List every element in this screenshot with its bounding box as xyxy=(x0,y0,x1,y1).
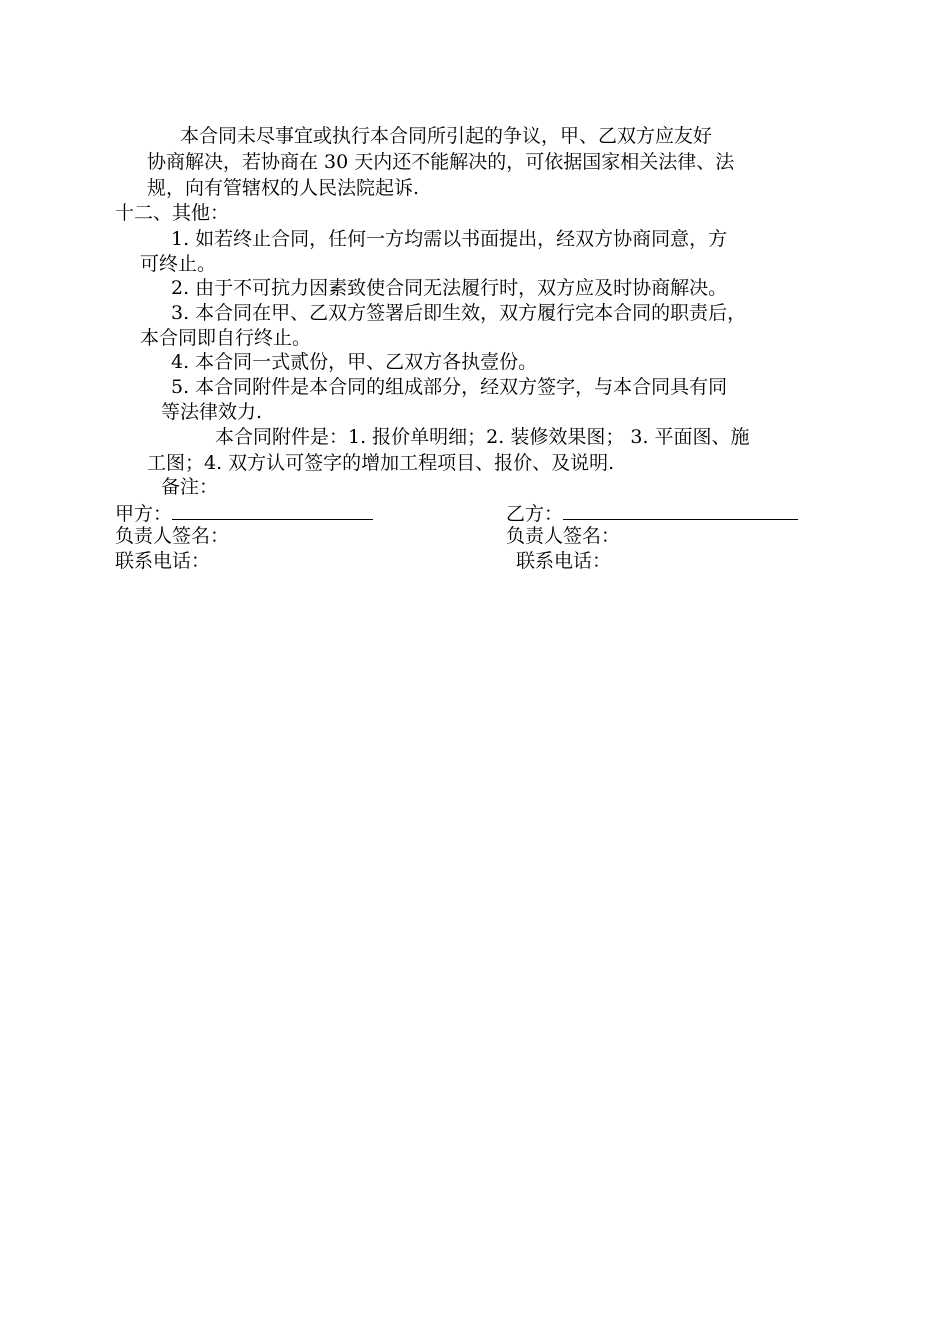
dispute-line-1: 本合同未尽事宜或执行本合同所引起的争议，甲、乙双方应友好 xyxy=(180,125,713,147)
clause-4: 4. 本合同一式贰份，甲、乙双方各执壹份。 xyxy=(171,351,538,373)
party-b-signature-line[interactable] xyxy=(563,501,798,520)
clause-3-line-1: 3. 本合同在甲、乙双方签署后即生效，双方履行完本合同的职责后， xyxy=(171,302,747,324)
party-a-phone-label: 联系电话： xyxy=(115,550,211,572)
section-12-heading: 十二、其他： xyxy=(115,202,230,224)
clause-2: 2. 由于不可抗力因素致使合同无法履行时，双方应及时协商解决。 xyxy=(171,277,728,299)
party-b-signer-label: 负责人签名： xyxy=(506,525,621,547)
remarks-label: 备注： xyxy=(161,476,219,498)
party-a-label: 甲方： xyxy=(115,503,173,525)
dispute-line-2: 协商解决，若协商在 30 天内还不能解决的，可依据国家相关法律、法 xyxy=(147,151,735,173)
dispute-line-3: 规，向有管辖权的人民法院起诉. xyxy=(147,177,420,199)
party-b-phone-label: 联系电话： xyxy=(516,550,612,572)
party-b-label: 乙方： xyxy=(506,503,564,525)
clause-5-line-1: 5. 本合同附件是本合同的组成部分，经双方签字，与本合同具有同 xyxy=(171,376,728,398)
attachments-line-1: 本合同附件是：1. 报价单明细；2. 装修效果图； 3. 平面图、施 xyxy=(215,426,750,448)
clause-3-line-2: 本合同即自行终止。 xyxy=(140,327,312,349)
party-b-row xyxy=(506,501,798,526)
clause-1-line-2: 可终止。 xyxy=(140,253,217,275)
clause-5-line-2: 等法律效力. xyxy=(161,401,263,423)
party-a-signer-label: 负责人签名： xyxy=(115,525,230,547)
clause-1-line-1: 1. 如若终止合同，任何一方均需以书面提出，经双方协商同意，方 xyxy=(171,228,728,250)
attachments-line-2: 工图；4. 双方认可签字的增加工程项目、报价、及说明. xyxy=(147,452,615,474)
party-a-signature-line[interactable] xyxy=(172,501,373,520)
party-a-row xyxy=(115,501,373,526)
